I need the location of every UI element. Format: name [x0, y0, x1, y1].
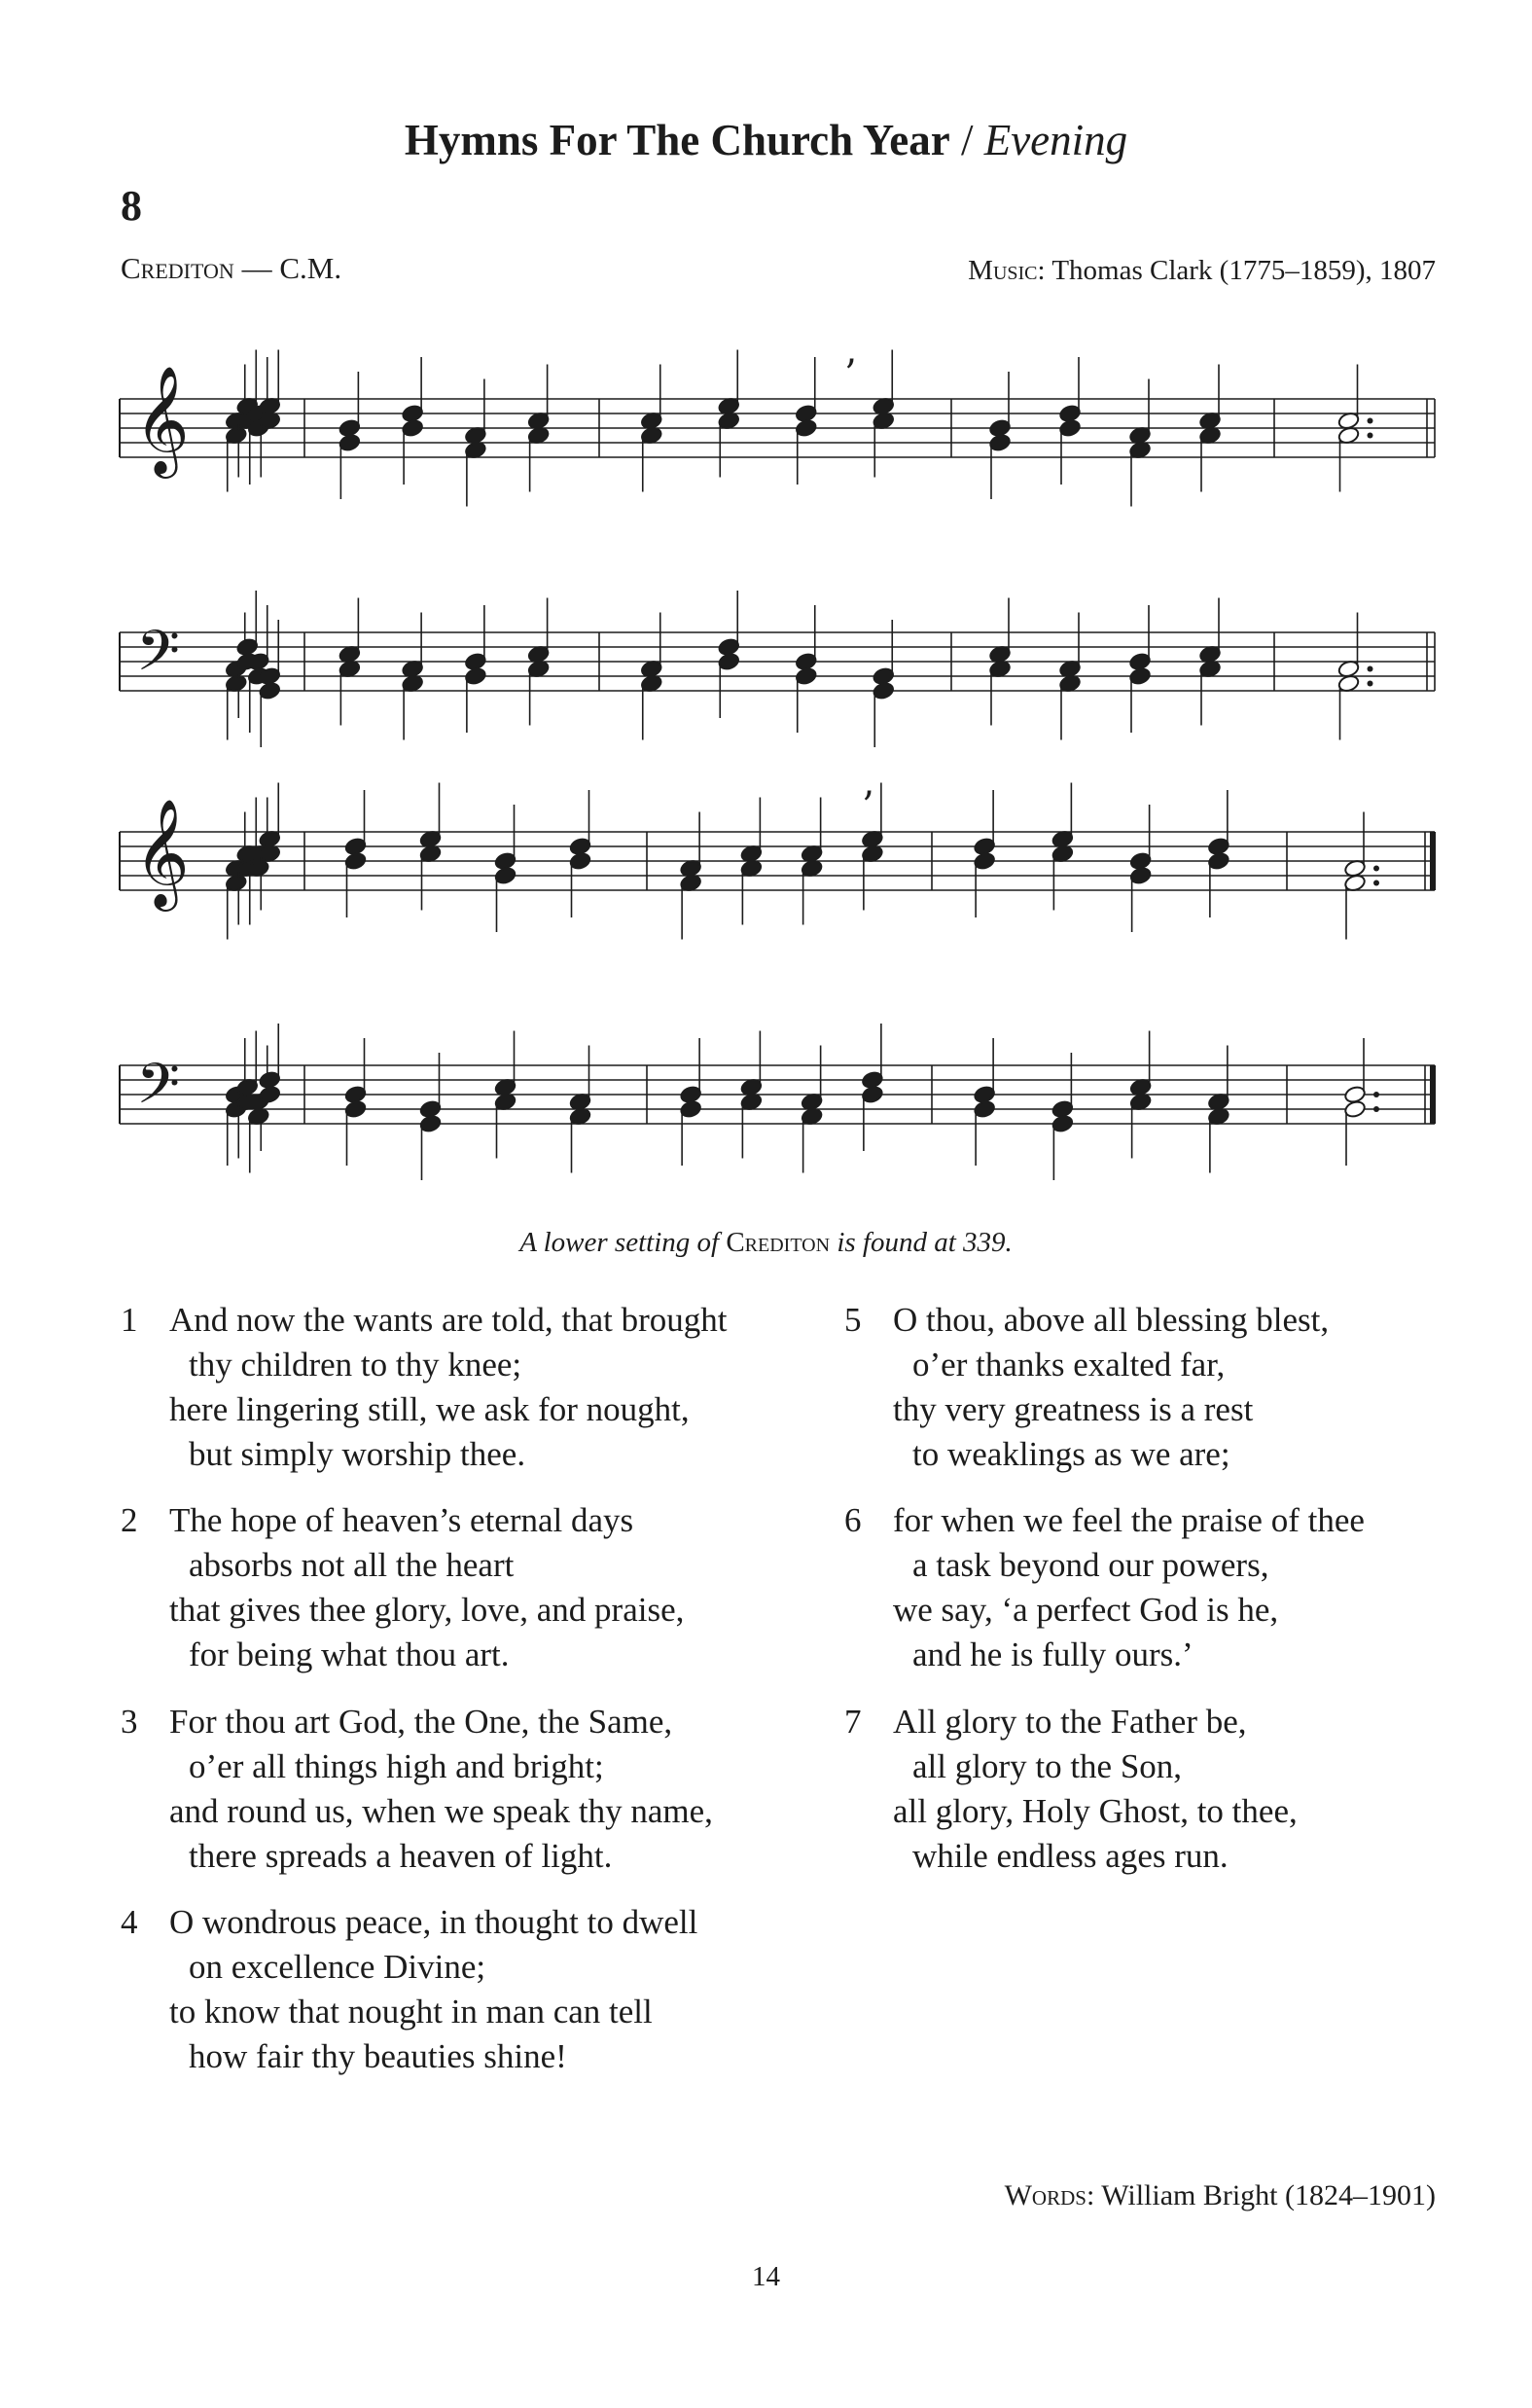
verse-line: but simply worship thee. — [189, 1435, 526, 1473]
meter: — C.M. — [233, 251, 342, 285]
treble-clef-icon: 𝄞 — [134, 365, 190, 474]
verse-number: 3 — [121, 1703, 138, 1741]
dot — [1373, 881, 1379, 886]
verse-line: there spreads a heaven of light. — [189, 1837, 613, 1875]
music-credit-text: Thomas Clark (1775–1859), 1807 — [1045, 255, 1436, 286]
verse-4 — [121, 1900, 802, 2079]
verse-line: thy very greatness is a rest — [893, 1390, 1254, 1428]
verse-line: The hope of heaven’s eternal days — [169, 1501, 634, 1539]
verse-line: that gives thee glory, love, and praise, — [169, 1591, 685, 1629]
verse-line: And now the wants are told, that brought — [169, 1301, 728, 1339]
verse-2 — [121, 1498, 802, 1677]
breath-mark: ’ — [862, 784, 874, 829]
title-separator: / — [949, 116, 984, 164]
verse-line: o’er all things high and bright; — [189, 1747, 604, 1785]
words-credit-text: William Bright (1824–1901) — [1094, 2179, 1436, 2211]
verse-5 — [844, 1298, 1525, 1477]
dot — [1368, 418, 1373, 424]
verse-number: 4 — [121, 1903, 138, 1941]
verse-line: All glory to the Father be, — [893, 1703, 1247, 1741]
verse-line: to know that nought in man can tell — [169, 1993, 653, 2031]
music-label: Music: — [968, 255, 1046, 286]
verse-number: 2 — [121, 1501, 138, 1539]
verse-line: absorbs not all the heart — [189, 1546, 515, 1584]
dot — [1368, 666, 1373, 672]
dot — [1373, 866, 1379, 872]
verse-number: 7 — [844, 1703, 862, 1741]
bass-clef-icon: 𝄢 — [136, 618, 181, 698]
verse-line: all glory to the Son, — [912, 1747, 1183, 1785]
verse-line: o’er thanks exalted far, — [912, 1346, 1226, 1384]
dot — [1373, 1092, 1379, 1097]
verse-line: O wondrous peace, in thought to dwell — [169, 1903, 698, 1941]
bass-clef-icon: 𝄢 — [136, 1051, 181, 1131]
verse-number: 5 — [844, 1301, 862, 1339]
verse-line: thy children to thy knee; — [189, 1346, 522, 1384]
dot — [1368, 433, 1373, 439]
lower-note-suffix: is found at 339. — [830, 1227, 1013, 1258]
verse-line: for being what thou art. — [189, 1635, 510, 1673]
title-main: Hymns For The Church Year — [404, 116, 950, 164]
lower-note-tune: Crediton — [726, 1227, 831, 1258]
verse-3 — [121, 1700, 802, 1879]
lower-setting-note — [0, 1224, 1532, 1261]
verse-1 — [121, 1298, 802, 1477]
tune-name: Crediton — [121, 251, 234, 285]
verse-number: 6 — [844, 1501, 862, 1539]
verse-line: for when we feel the praise of thee — [893, 1501, 1365, 1539]
verse-line: all glory, Holy Ghost, to thee, — [893, 1792, 1298, 1830]
verse-7 — [844, 1700, 1525, 1879]
verse-line: here lingering still, we ask for nought, — [169, 1390, 690, 1428]
treble-clef-icon: 𝄞 — [134, 798, 190, 907]
dot — [1373, 1106, 1379, 1112]
verse-line: how fair thy beauties shine! — [189, 2037, 567, 2075]
verse-line: and he is fully ours.’ — [912, 1635, 1194, 1673]
verse-line: to weaklings as we are; — [912, 1435, 1230, 1473]
verse-line: on excellence Divine; — [189, 1948, 486, 1986]
words-credit — [1005, 2176, 1436, 2215]
verse-line: O thou, above all blessing blest, — [893, 1301, 1330, 1339]
verse-line: we say, ‘a perfect God is he, — [893, 1591, 1279, 1629]
dot — [1368, 681, 1373, 687]
verse-line: while endless ages run. — [912, 1837, 1229, 1875]
words-label: Words: — [1004, 2179, 1095, 2211]
verse-number: 1 — [121, 1301, 138, 1339]
verse-line: a task beyond our powers, — [912, 1546, 1269, 1584]
verse-line: and round us, when we speak thy name, — [169, 1792, 713, 1830]
verse-line: For thou art God, the One, the Same, — [169, 1703, 673, 1741]
verse-6 — [844, 1498, 1525, 1677]
breath-mark: ’ — [844, 352, 857, 397]
title-sub: Evening — [983, 116, 1128, 164]
page-number: 14 — [752, 2261, 780, 2292]
hymn-number: 8 — [121, 182, 142, 230]
lower-note-prefix: A lower setting of — [519, 1227, 727, 1258]
